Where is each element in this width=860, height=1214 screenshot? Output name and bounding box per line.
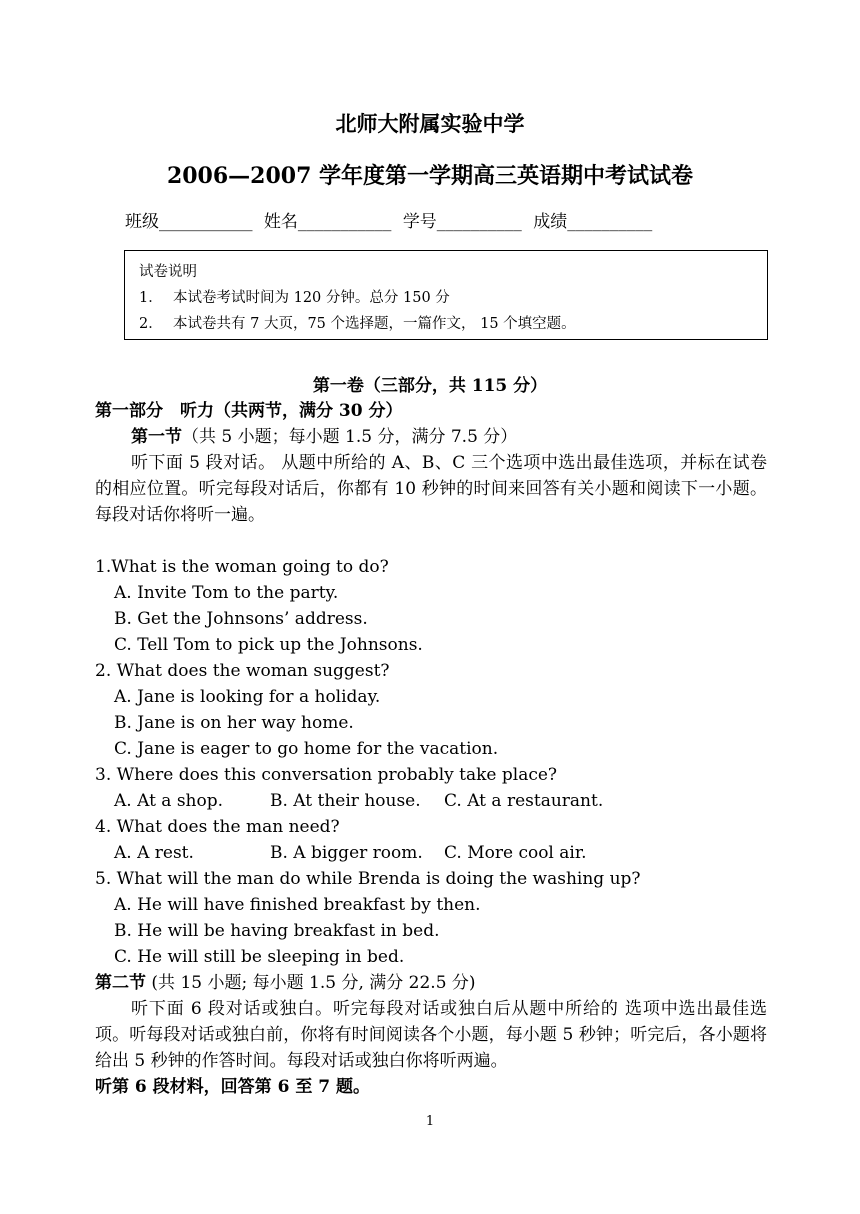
option: C. Tell Tom to pick up the Johnsons.: [114, 635, 423, 655]
spacer: [95, 528, 767, 554]
notice-item-text: 本试卷考试时间为 120 分钟。总分 150 分: [173, 290, 450, 306]
option: B. At their house.: [270, 791, 421, 811]
exam-title: 2006—2007 学年度第一学期高三英语期中考试试卷: [166, 163, 694, 189]
option: B. Jane is on her way home.: [114, 713, 354, 733]
notice-item-number: 1．: [139, 290, 163, 306]
option: B. A bigger room.: [270, 843, 423, 863]
option: C. More cool air.: [444, 843, 587, 863]
section1-detail: （共 5 小题；每小题 1.5 分，满分 7.5 分）: [182, 427, 518, 447]
question-1: 1.What is the woman going to do?: [95, 557, 389, 577]
question-4: 4. What does the man need?: [95, 817, 340, 837]
notice-item: [139, 285, 753, 311]
notice-item: [139, 311, 753, 337]
option: C. He will still be sleeping in bed.: [114, 947, 405, 967]
section1-instructions: 听下面 5 段对话。 从题中所给的 A、B、C 三个选项中选出最佳选项，并标在试卷的相应位置。听完每段对话后，你都有 10 秒钟的时间来回答有关小题和阅读下一小题。每段对话你将听一遍。: [95, 453, 767, 525]
exam-notice-box: [124, 250, 768, 340]
option: C. At a restaurant.: [444, 791, 604, 811]
notice-item-number: 2．: [139, 316, 163, 332]
option: A. At a shop.: [114, 791, 224, 811]
option: B. He will be having breakfast in bed.: [114, 921, 440, 941]
name-field: 姓名___________: [263, 212, 392, 232]
part1-title: 第一部分 听力（共两节，满分 30 分）: [95, 401, 403, 421]
section2-sub-heading: 听第 6 段材料，回答第 6 至 7 题。: [95, 1077, 370, 1097]
section2-heading: [95, 970, 767, 996]
question-2: 2. What does the woman suggest?: [95, 661, 390, 681]
section2-label: 第二节: [95, 973, 146, 993]
option: A. He will have finished breakfast by then.: [114, 895, 481, 915]
school-name: 北师大附属实验中学: [335, 111, 525, 136]
section2-instructions: 听下面 6 段对话或独白。听完每段对话或独白后从题中所给的 选项中选出最佳选项。听每段对话或独白前，你将有时间阅读各个小题，每小题 5 秒钟；听完后，各小题将给出 5 秒钟的作答时间。每段对话或独白你将听两遍。: [95, 999, 767, 1071]
option: A. Jane is looking for a holiday.: [114, 687, 381, 707]
option: C. Jane is eager to go home for the vacation.: [114, 739, 499, 759]
section1-heading: [95, 424, 767, 450]
option: A. A rest.: [114, 843, 194, 863]
option: A. Invite Tom to the party.: [114, 583, 339, 603]
option: B. Get the Johnsons’ address.: [114, 609, 368, 629]
student-id-field: 学号__________: [402, 212, 522, 232]
section1-label: 第一节: [131, 427, 182, 447]
volume-title: 第一卷（三部分，共 115 分）: [312, 376, 548, 396]
options-row: [95, 788, 767, 814]
page-number: 1: [425, 1114, 435, 1129]
score-field: 成绩__________: [533, 212, 653, 232]
options-row: [95, 840, 767, 866]
notice-item-text: 本试卷共有 7 大页，75 个选择题，一篇作文， 15 个填空题。: [173, 316, 576, 332]
class-field: 班级___________: [125, 212, 253, 232]
exam-body: [95, 398, 767, 1100]
section2-detail: (共 15 小题; 每小题 1.5 分, 满分 22.5 分): [146, 973, 476, 993]
question-3: 3. Where does this conversation probably take place?: [95, 765, 558, 785]
notice-heading: 试卷说明: [139, 264, 197, 280]
question-5: 5. What will the man do while Brenda is doing the washing up?: [95, 869, 641, 889]
student-info-line: [125, 207, 658, 232]
